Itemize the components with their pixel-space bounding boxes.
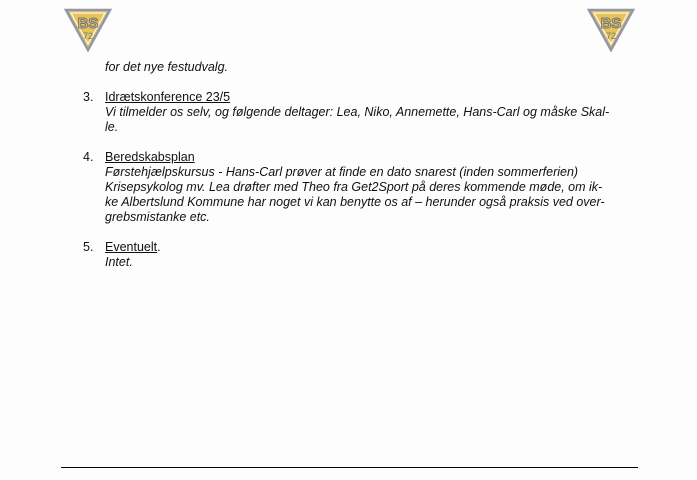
item-heading-row [105,240,643,255]
text-line: Intet. [105,255,133,269]
item-text [105,255,643,270]
club-logo-left [64,8,112,52]
item-body [105,90,643,135]
agenda-item-5 [83,240,643,270]
text-line: le. [105,120,119,134]
minutes-content [83,60,643,270]
item-number: 4. [83,150,94,164]
club-logo-right [587,8,635,52]
logo-text-bottom: 72 [605,31,617,41]
footer-divider [61,467,638,468]
item-heading: Eventuelt [105,240,158,254]
text-line: Krisepsykolog mv. Lea drøfter med Theo fra Get2Sport på deres kommende møde, om ik- [105,180,603,194]
agenda-item-3 [83,90,643,135]
item-text [105,165,643,225]
item-body [105,240,643,270]
logo-text-bottom: 72 [82,31,94,41]
item-text [105,105,643,135]
item-heading-row [105,150,643,165]
item-number: 5. [83,240,94,254]
text-line: grebsmistanke etc. [105,210,210,224]
item-heading: Idrætskonference 23/5 [105,90,231,104]
agenda-item-4 [83,150,643,225]
logo-text-top: BS [77,15,99,32]
item-heading: Beredskabsplan [105,150,195,164]
logo-text-top: BS [600,15,622,32]
heading-suffix: . [157,240,161,254]
continued-text: for det nye festudvalg. [105,60,228,74]
text-line: Vi tilmelder os selv, og følgende deltager: Lea, Niko, Annemette, Hans-Carl og måske Skal- [105,105,610,119]
item-heading-row [105,90,643,105]
text-line: ke Albertslund Kommune har noget vi kan benytte os af – herunder også praksis ved over- [105,195,605,209]
text-line: Førstehjælpskursus - Hans-Carl prøver at finde en dato snarest (inden sommerferien) [105,165,579,179]
item-number: 3. [83,90,94,104]
item-body [105,150,643,225]
